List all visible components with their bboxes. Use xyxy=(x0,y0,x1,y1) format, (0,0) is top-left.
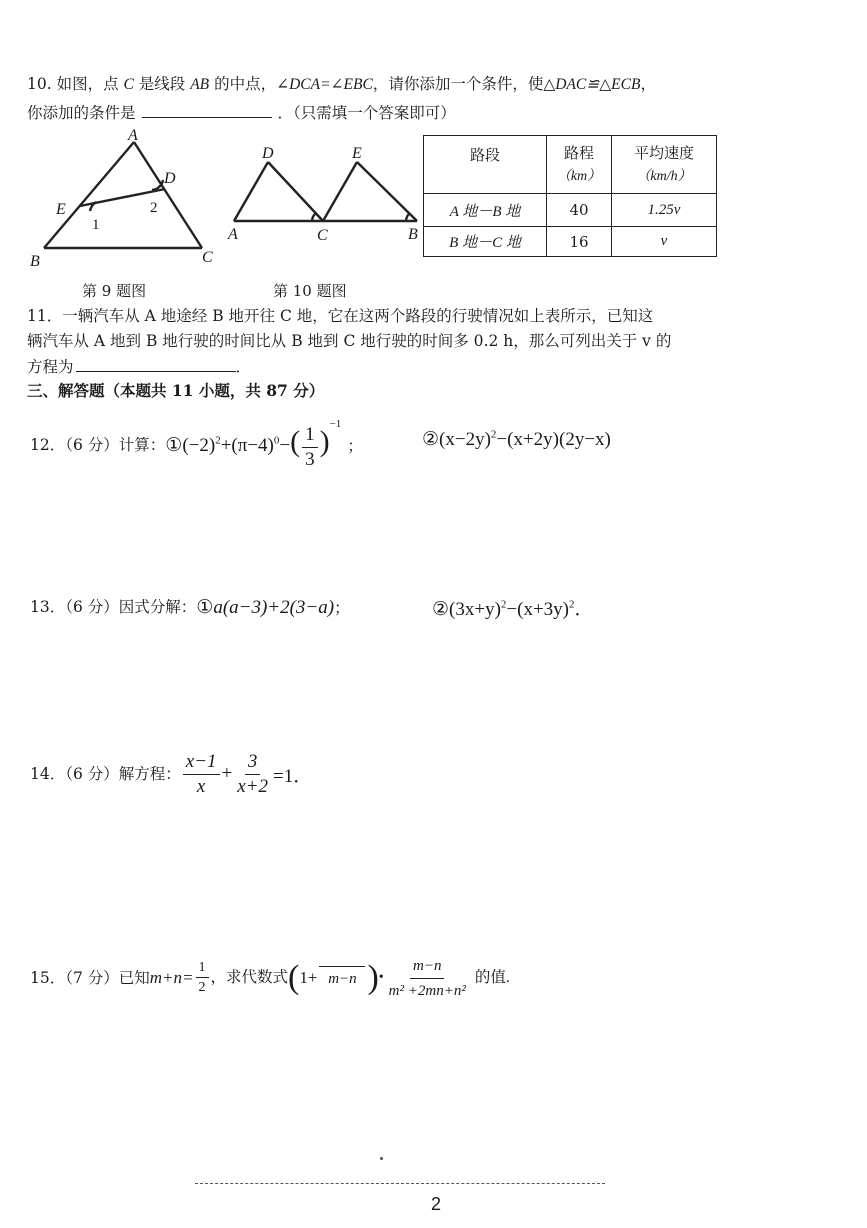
q11-end: ． xyxy=(235,358,252,376)
q12-part2 xyxy=(422,428,611,451)
q15-f1-den: m−n xyxy=(328,970,357,987)
fig9-label-a: A xyxy=(128,127,138,144)
q10-congruence: △DAC≌△ECB xyxy=(543,76,641,93)
q10-line2 xyxy=(27,102,456,123)
fig9-angle-1-label: 1 xyxy=(92,217,100,233)
q12-p1-rparen: ) xyxy=(319,425,330,459)
row1-speed: 1.25v xyxy=(612,194,717,227)
q15-rparen: ) xyxy=(367,959,379,996)
q13-p2-term1: (3x+y) xyxy=(449,599,501,620)
q12-p1-fraction xyxy=(302,423,318,472)
q14-fraction-2 xyxy=(234,750,271,799)
fig10-label-c: C xyxy=(317,227,328,244)
q14-rhs: =1． xyxy=(273,765,313,787)
row1-distance: 40 xyxy=(547,194,612,227)
fig9-label-d: D xyxy=(164,170,176,187)
road-table-header-row xyxy=(424,136,717,194)
q10-text-d: 的中点， xyxy=(209,75,277,93)
row1-segment: A 地－B 地 xyxy=(424,194,547,227)
q12-p2-exp: 2 xyxy=(490,428,497,441)
q15-fraction-2 xyxy=(386,954,469,1003)
q15-f2-num: m−n xyxy=(410,954,444,979)
q11-line3 xyxy=(27,356,251,377)
header-distance-label: 路程 xyxy=(563,143,594,162)
q15-cond-num: 1 xyxy=(196,959,209,978)
footer-line xyxy=(195,1183,605,1184)
q13-part1 xyxy=(196,596,349,619)
q15-label: 15．（7 分）已知 xyxy=(30,969,150,987)
fig9-side-ab xyxy=(44,142,134,248)
fig9-label-b: B xyxy=(30,253,40,270)
q15-fraction-1 xyxy=(319,966,365,991)
q12-p1-minus: − xyxy=(279,435,291,457)
q12-p2-term1: (x−2y) xyxy=(439,429,491,450)
q12-label: 12．（6 分）计算： xyxy=(30,436,166,454)
road-table xyxy=(423,135,717,257)
figure-10-triangles xyxy=(222,140,422,245)
q10-text-f: ， xyxy=(640,75,656,93)
table-row xyxy=(424,194,717,227)
q12-part2-marker: ② xyxy=(422,429,440,450)
fig10-label-a: A xyxy=(228,226,238,243)
fig9-caption: 第 9 题图 xyxy=(82,282,147,300)
q15-end-text: 的值. xyxy=(474,969,510,986)
q13 xyxy=(30,593,350,621)
figure-9-triangle xyxy=(24,126,224,274)
q11-answer-blank[interactable] xyxy=(76,356,236,372)
q10-note: ．（只需填一个答案即可） xyxy=(277,104,456,122)
q15 xyxy=(30,950,510,1006)
fig9-side-ac xyxy=(134,142,202,248)
q15-cond-den: 2 xyxy=(198,979,206,995)
fig10-label-d: D xyxy=(262,145,274,162)
q14 xyxy=(30,744,312,804)
q10-answer-blank[interactable] xyxy=(142,102,272,118)
header-speed xyxy=(612,136,717,194)
q12-p1-frac-den: 3 xyxy=(305,448,315,470)
header-speed-label: 平均速度 xyxy=(633,143,694,162)
q12-p1-term2: +(π−4) xyxy=(220,435,274,457)
q12-p1-exp3: −1 xyxy=(329,418,342,431)
q12-p1-frac-num: 1 xyxy=(302,423,318,448)
fig10-side-ce xyxy=(323,162,357,221)
q13-p1-sep: ； xyxy=(334,599,350,617)
q10-text-b: 是线段 xyxy=(133,75,191,93)
q15-one-plus: 1+ xyxy=(299,968,318,987)
q13-p1-expr: a(a−3)+2(3−a) xyxy=(213,596,335,618)
fig10-side-eb xyxy=(357,162,417,221)
q15-f2-den: m² +2mn+n² xyxy=(388,982,466,999)
q14-fraction-1 xyxy=(183,750,220,799)
fig9-angle-2-label: 2 xyxy=(150,200,158,216)
q13-p2-exp2: 2 xyxy=(569,598,575,611)
q10-line1 xyxy=(27,74,656,95)
q15-cond-fraction xyxy=(196,959,209,998)
q14-f1-num: x−1 xyxy=(183,750,220,775)
section3-heading: 三、解答题（本题共 11 小题，共 87 分） xyxy=(27,381,325,400)
q15-mid-text: ，求代数式 xyxy=(210,969,289,986)
q12 xyxy=(30,420,363,470)
q12-p1-sep: ； xyxy=(347,438,363,456)
q14-equation xyxy=(181,750,312,799)
q14-f2-num: 3 xyxy=(245,750,261,775)
q11-answer-label: 方程为 xyxy=(27,358,74,376)
header-segment: 路段 xyxy=(424,136,547,194)
fig10-side-ad xyxy=(234,162,268,221)
q12-part1-marker: ① xyxy=(165,435,183,457)
q10-text-e: ，请你添加一个条件，使 xyxy=(372,75,544,93)
page-number: 2 xyxy=(431,1194,442,1214)
q12-p1-exp1: 2 xyxy=(215,435,221,448)
q12-p1-term1: (−2) xyxy=(182,435,216,457)
fig10-label-b: B xyxy=(408,226,418,243)
q13-p2-term2: −(x+3y) xyxy=(506,599,570,620)
q12-p1-exp2: 0 xyxy=(273,435,280,448)
q14-label: 14．（6 分）解方程： xyxy=(30,765,181,783)
row2-speed: v xyxy=(612,227,717,257)
q13-p2-end: ． xyxy=(574,599,594,620)
row2-segment: B 地－C 地 xyxy=(424,227,547,257)
header-distance-unit: （km） xyxy=(556,168,602,184)
q10-text-a: 10. 如图，点 xyxy=(27,75,124,93)
q12-p2-term2: −(x+2y)(2y−x) xyxy=(496,429,611,450)
fig10-label-e: E xyxy=(352,145,362,162)
q10-angles: ∠DCA=∠EBC xyxy=(276,76,373,93)
q10-point-c: C xyxy=(123,76,134,93)
q15-expression xyxy=(150,954,510,1003)
fig9-label-e: E xyxy=(56,201,66,218)
table-row xyxy=(424,227,717,257)
q12-p1-lparen: ( xyxy=(290,425,301,459)
q10-segment-ab: AB xyxy=(190,76,210,93)
q15-condition: m+n= xyxy=(149,968,194,987)
q13-p2-exp1: 2 xyxy=(500,598,507,611)
fig10-caption: 第 10 题图 xyxy=(273,282,347,300)
fig9-label-c: C xyxy=(202,249,213,266)
q15-lparen: ( xyxy=(288,959,300,996)
q13-label: 13．（6 分）因式分解： xyxy=(30,598,197,616)
q14-plus: + xyxy=(221,763,233,784)
q11-line2: 辆汽车从 A 地到 B 地行驶的时间比从 B 地到 C 地行驶的时间多 0.2 h，那么可列出关于 v 的 xyxy=(27,332,672,350)
q14-f2-den: x+2 xyxy=(237,775,269,797)
header-speed-unit: （km/h） xyxy=(636,168,692,184)
footer-speck xyxy=(380,1157,383,1160)
q14-f1-den: x xyxy=(196,775,206,797)
q13-part1-marker: ① xyxy=(196,596,214,618)
q15-dot: • xyxy=(378,970,384,985)
q13-part2 xyxy=(432,594,594,621)
row2-distance: 16 xyxy=(547,227,612,257)
q11-line1: 11．一辆汽车从 A 地途经 B 地开往 C 地，它在这两个路段的行驶情况如上表所示，已知这 xyxy=(27,307,654,325)
header-distance xyxy=(547,136,612,194)
q10-answer-label: 你添加的条件是 xyxy=(27,104,136,122)
q13-part2-marker: ② xyxy=(432,599,450,620)
q12-part1 xyxy=(165,418,363,471)
fig9-angle-2-arc xyxy=(152,180,163,190)
fig10-side-dc xyxy=(268,162,323,221)
